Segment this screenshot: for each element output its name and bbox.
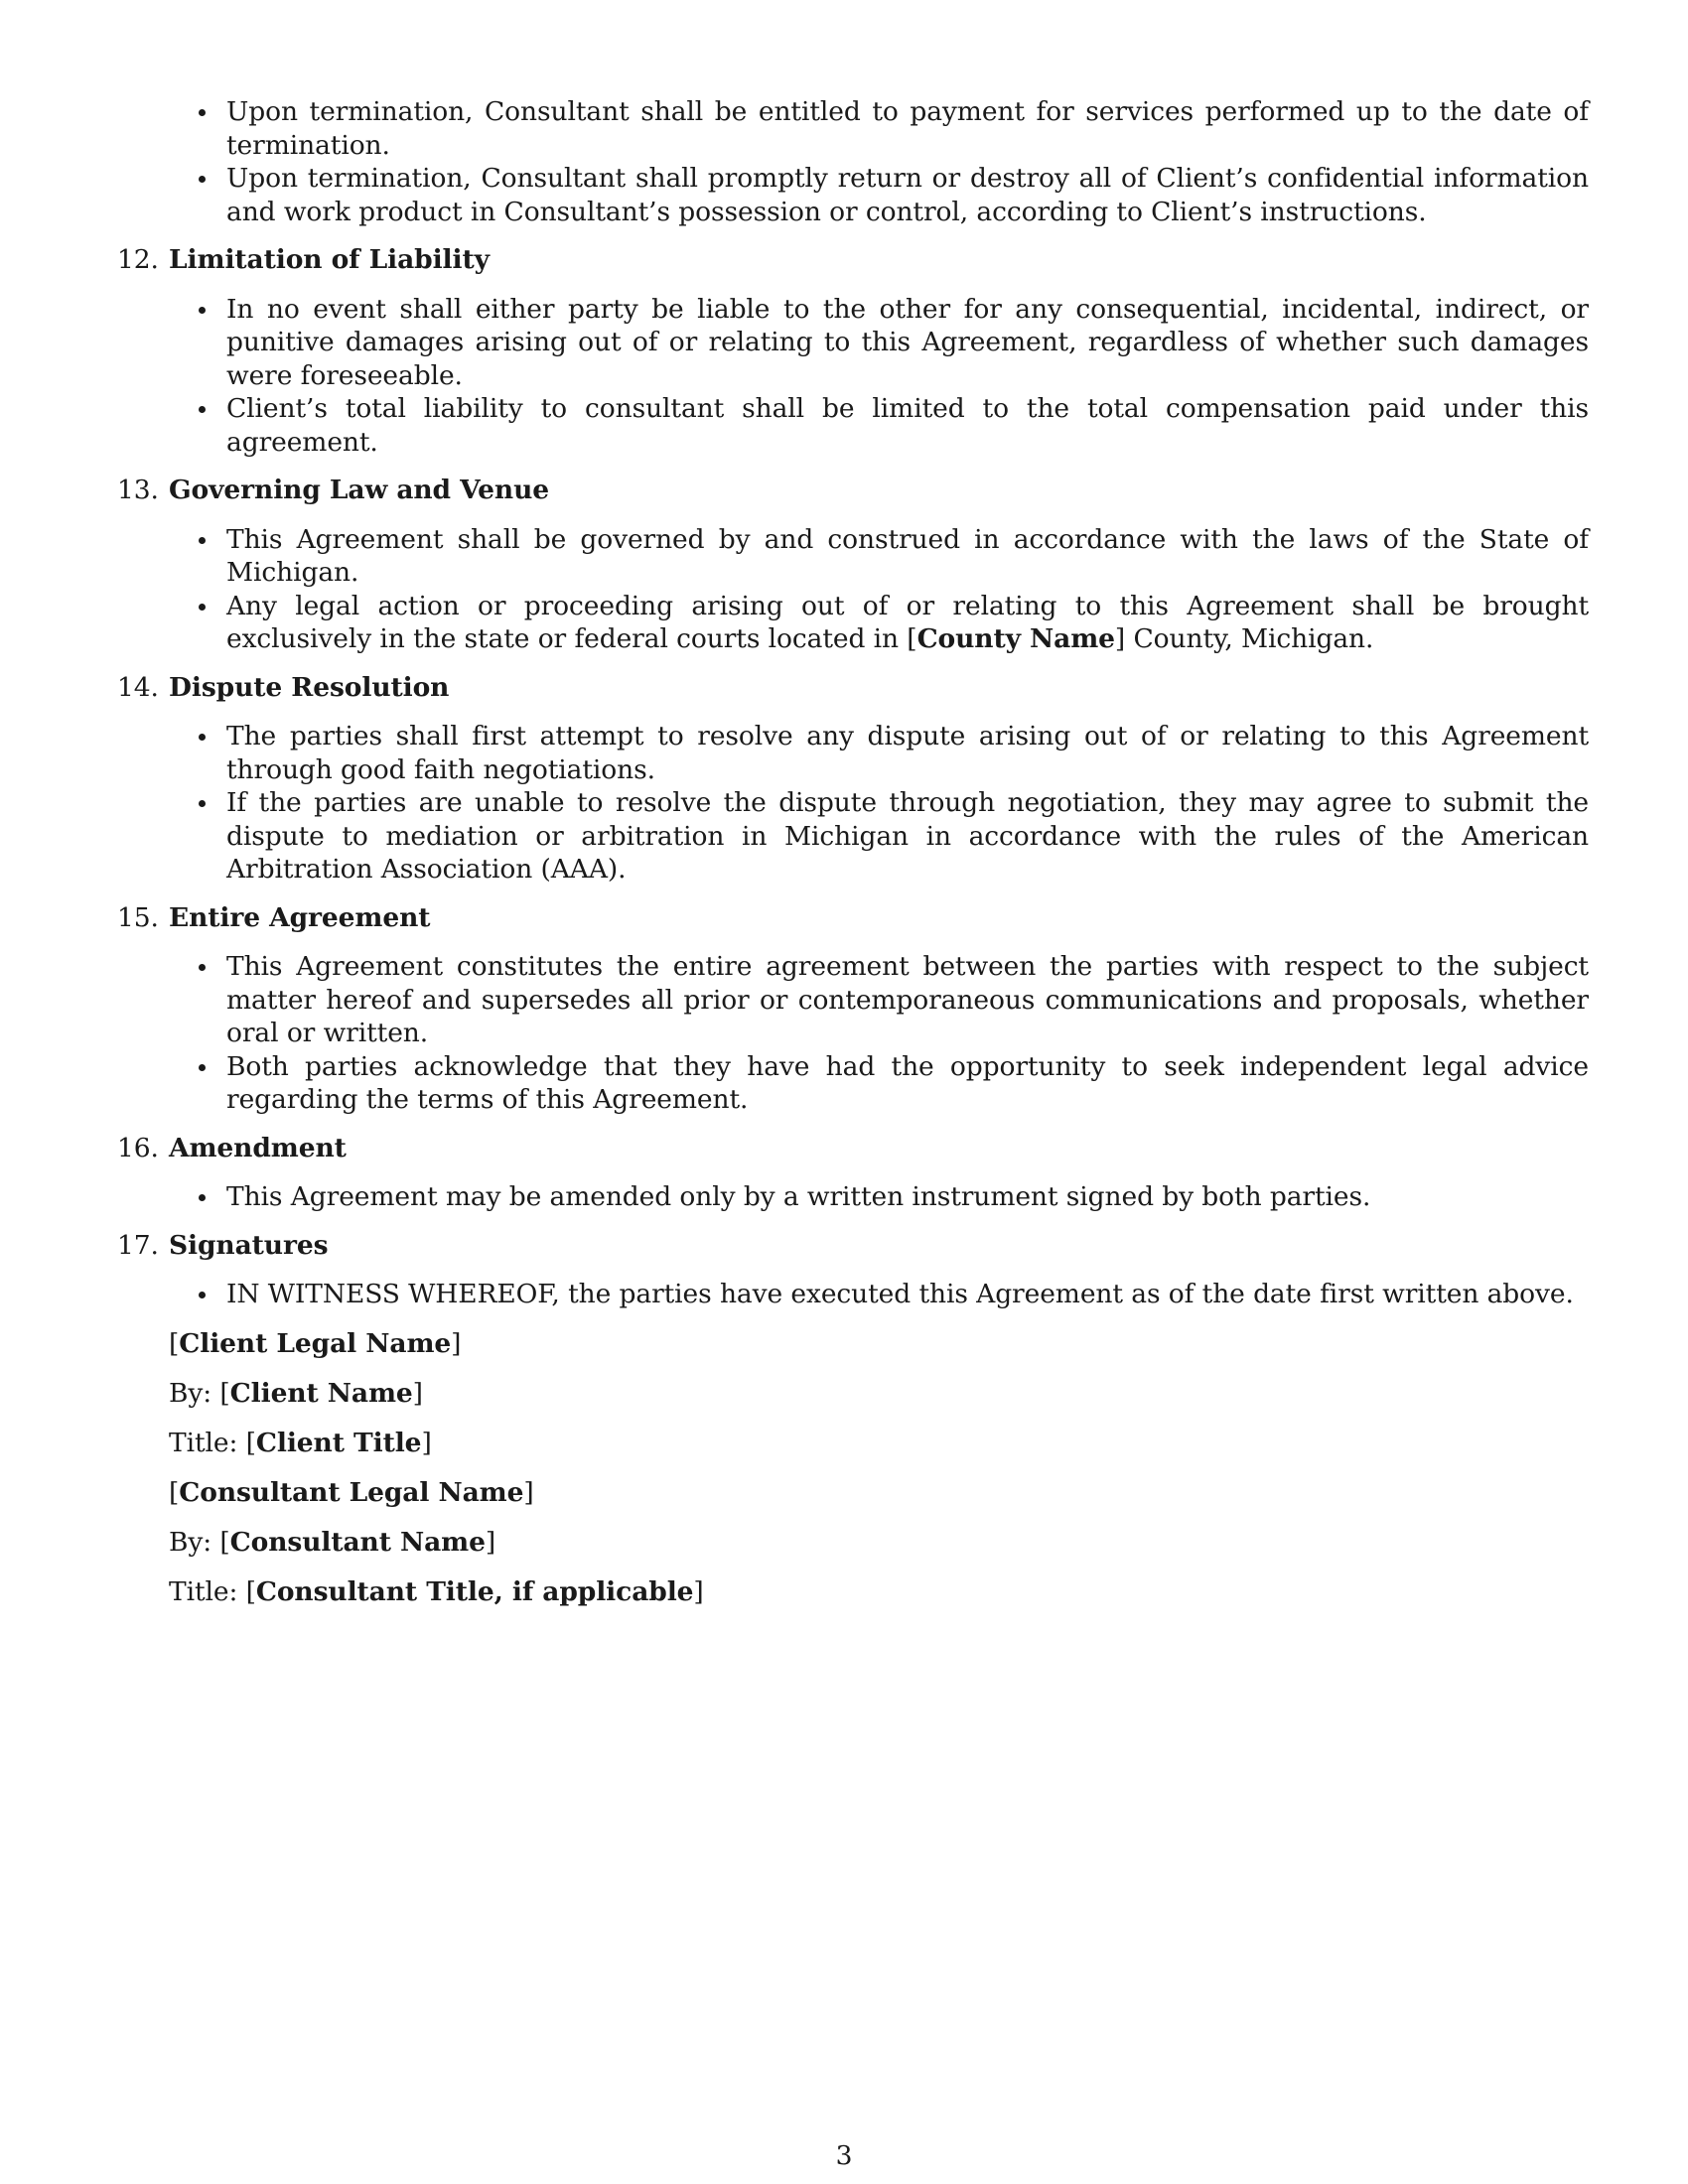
venue-text-before: Any legal action or proceeding arising out of or relating to this Agreement shall be brought exclusively in the state or federal courts located in [ [226, 590, 1589, 654]
section-number: 15. [117, 901, 159, 933]
client-legal-name: Client Legal Name [179, 1327, 452, 1359]
section-bullets [117, 523, 1589, 656]
section-limitation-of-liability [117, 243, 1589, 459]
list-item: In no event shall either party be liable to the other for any consequential, incidental, indirect, or punitive damages arising out of or relating to this Agreement, regardless of whether such damages were foreseeable. [117, 293, 1589, 393]
section-title: Amendment [169, 1132, 347, 1163]
section-title: Entire Agreement [169, 901, 431, 933]
section-number: 13. [117, 475, 159, 505]
list-item-venue [117, 590, 1589, 656]
consultant-legal-name: Consultant Legal Name [179, 1476, 524, 1508]
section-number: 16. [117, 1132, 159, 1163]
section-bullets [117, 720, 1589, 887]
section-heading [117, 1132, 1589, 1165]
list-item: Upon termination, Consultant shall be entitled to payment for services performed up to the date of termination. [117, 95, 1589, 162]
page-number: 3 [835, 2140, 853, 2171]
section-number: 12. [117, 244, 159, 275]
section-signatures [117, 1229, 1589, 1609]
list-item: Both parties acknowledge that they have had the opportunity to seek independent legal advice regarding the terms of this Agreement. [117, 1050, 1589, 1117]
consultant-title: Consultant Title, if applicable [255, 1575, 694, 1607]
client-legal-name-line: [Client Legal Name] [169, 1327, 462, 1359]
section-bullets [117, 1278, 1589, 1311]
county-name-placeholder: County Name [916, 623, 1115, 654]
venue-text-after: ] County, Michigan. [1114, 623, 1374, 654]
list-item: Client’s total liability to consultant shall be limited to the total compensation paid under this agreement. [117, 392, 1589, 459]
consultant-name: Consultant Name [229, 1526, 486, 1558]
section-amendment [117, 1132, 1589, 1214]
client-by-line: By: [Client Name] [169, 1377, 423, 1409]
list-item: This Agreement constitutes the entire agreement between the parties with respect to the subject matter hereof and supersedes all prior or contemporaneous communications and proposals, whether oral or written. [117, 950, 1589, 1050]
section-title: Limitation of Liability [169, 244, 490, 275]
list-item: If the parties are unable to resolve the dispute through negotiation, they may agree to submit the dispute to mediation or arbitration in Michigan in accordance with the rules of the American Arbitration Association (AAA). [117, 786, 1589, 887]
signature-block [117, 1327, 1589, 1609]
section-bullets [117, 950, 1589, 1117]
section-bullets [117, 293, 1589, 460]
list-item: Upon termination, Consultant shall promptly return or destroy all of Client’s confidential information and work product in Consultant’s possession or control, according to Client’s instructions. [117, 162, 1589, 228]
by-label: By: [169, 1526, 212, 1558]
section-heading [117, 1229, 1589, 1263]
title-label: Title: [169, 1427, 238, 1458]
consultant-by-line: By: [Consultant Name] [169, 1526, 496, 1558]
section-governing-law [117, 474, 1589, 656]
section-number: 17. [117, 1229, 159, 1261]
section-heading [117, 474, 1589, 507]
section-heading [117, 671, 1589, 705]
section-title: Signatures [169, 1229, 329, 1261]
list-item: IN WITNESS WHEREOF, the parties have executed this Agreement as of the date first written above. [117, 1278, 1589, 1311]
page-content [117, 95, 1589, 1625]
section-dispute-resolution [117, 671, 1589, 887]
title-label: Title: [169, 1575, 238, 1607]
section-heading [117, 243, 1589, 277]
list-item: This Agreement shall be governed by and construed in accordance with the laws of the State of Michigan. [117, 523, 1589, 590]
section-number: 14. [117, 671, 159, 703]
section-bullets [117, 1180, 1589, 1214]
client-name: Client Name [229, 1377, 413, 1409]
by-label: By: [169, 1377, 212, 1409]
client-title: Client Title [255, 1427, 422, 1458]
section-heading [117, 901, 1589, 935]
client-title-line: Title: [Client Title] [169, 1427, 432, 1458]
consultant-title-line: Title: [Consultant Title, if applicable] [169, 1575, 704, 1607]
list-item: The parties shall first attempt to resolve any dispute arising out of or relating to this Agreement through good faith negotiations. [117, 720, 1589, 786]
list-item: This Agreement may be amended only by a written instrument signed by both parties. [117, 1180, 1589, 1214]
section-title: Governing Law and Venue [169, 475, 549, 505]
consultant-legal-name-line: [Consultant Legal Name] [169, 1476, 534, 1508]
section-title: Dispute Resolution [169, 671, 450, 703]
termination-bullets [117, 95, 1589, 228]
section-entire-agreement [117, 901, 1589, 1117]
